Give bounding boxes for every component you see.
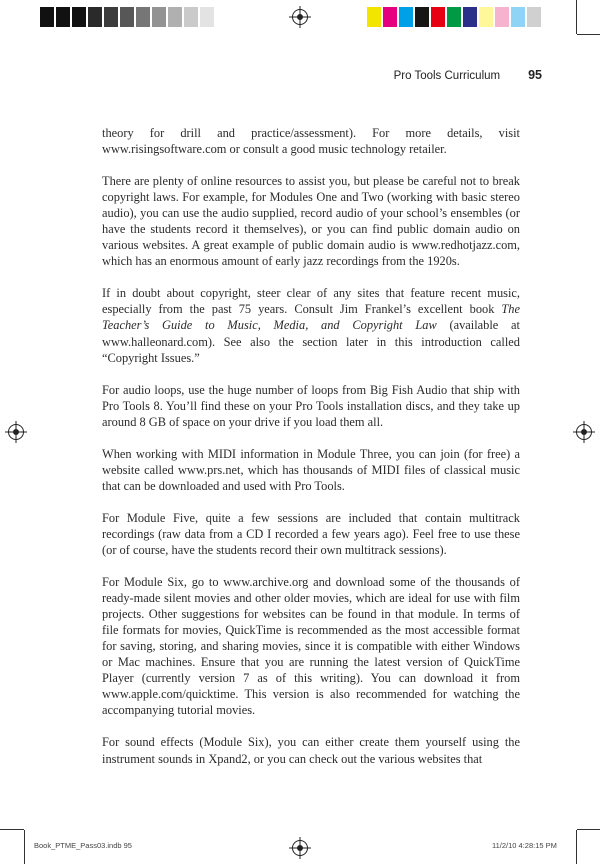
paragraph-5: When working with MIDI information in Module Three, you can join (for free) a website called www.prs.net, which has thousands of MIDI files of classical music that can be downloaded and used with Pro Tools. — [102, 446, 520, 493]
registration-mark-right-icon — [576, 424, 592, 440]
color-swatch — [40, 7, 54, 27]
color-swatch — [367, 7, 381, 27]
paragraph-4: For audio loops, use the huge number of loops from Big Fish Audio that ship with Pro Tools 8. You’ll find these on your Pro Tools installation discs, and they take up around 8 GB of space on your drive if you load them all. — [102, 382, 520, 429]
color-swatch — [184, 7, 198, 27]
paragraph-3-text-end: (available at www.halleonard.com). See also the section later in this introduction called “Copyright Issues.” — [102, 318, 520, 365]
color-swatch — [383, 7, 397, 27]
color-swatch — [72, 7, 86, 27]
crop-mark-bottom-left — [24, 830, 25, 864]
book-title: The Teacher’s Guide to Music, Media, and Copyright Law — [102, 302, 520, 333]
paragraph-1: theory for drill and practice/assessment). For more details, visit www.risingsoftware.com or consult a good music technology retailer. — [102, 126, 520, 157]
registration-mark-top-icon — [292, 9, 308, 25]
color-swatch — [168, 7, 182, 27]
running-title: Pro Tools Curriculum — [393, 70, 501, 82]
crop-mark-bottom-right — [576, 830, 577, 864]
crop-mark-top-right-h — [577, 34, 600, 35]
paragraph-6: For Module Five, quite a few sessions are included that contain multitrack recordings (raw data from a CD I recorded a few years ago). Feel free to use these (or of course, have the students record their own multitrack sessions). — [102, 510, 520, 557]
paragraph-3 — [102, 285, 520, 365]
color-swatch — [104, 7, 118, 27]
color-swatch — [479, 7, 493, 27]
grayscale-color-bar — [40, 7, 216, 27]
running-header — [394, 68, 542, 82]
color-swatch — [120, 7, 134, 27]
color-swatch — [527, 7, 541, 27]
color-swatch — [152, 7, 166, 27]
crop-mark-bottom-left-h — [0, 829, 24, 830]
color-swatch — [56, 7, 70, 27]
footer-timestamp: 11/2/10 4:28:15 PM — [492, 841, 557, 850]
color-swatch — [463, 7, 477, 27]
color-swatch — [431, 7, 445, 27]
color-swatch — [136, 7, 150, 27]
paragraph-2: There are plenty of online resources to assist you, but please be careful not to break copyright laws. For example, for Modules One and Two (working with basic stereo audio), you can use the audio supplied, record audio of your school’s ensembles (or have the students record it themselves), or you can find public domain audio on various websites. A great example of public domain audio is www.redhotjazz.com, which has an enormous amount of early jazz recordings from the 1920s. — [102, 174, 520, 269]
registration-mark-left-icon — [8, 424, 24, 440]
page-number: 95 — [528, 68, 542, 82]
color-swatch — [88, 7, 102, 27]
body-text — [102, 125, 520, 783]
paragraph-7: For Module Six, go to www.archive.org and download some of the thousands of ready-made silent movies and other older movies, which are ideal for use with film projects. Other suggestions for websites can be found in that module. In terms of file formats for movies, QuickTime is recommended as the most accessible format for saving, storing, and sharing movies, since it is compatible with either Windows or Mac machines. Ensure that you are running the latest version of QuickTime Player (currently version 7 as of this writing). You can download it from www.apple.com/quicktime. This version is also recommended for watching the accompanying tutorial movies. — [102, 575, 520, 718]
registration-mark-bottom-icon — [292, 840, 308, 856]
color-swatch — [399, 7, 413, 27]
footer-file-name: Book_PTME_Pass03.indb 95 — [34, 841, 132, 850]
color-swatch — [415, 7, 429, 27]
color-swatch — [200, 7, 214, 27]
color-swatch — [495, 7, 509, 27]
color-swatch — [511, 7, 525, 27]
paragraph-3-text: If in doubt about copyright, steer clear of any sites that feature recent music, especially from the past 75 years. Consult Jim Frankel’s excellent book — [102, 286, 520, 317]
paragraph-8: For sound effects (Module Six), you can either create them yourself using the instrument sounds in Xpand2, or you can check out the various websites that — [102, 735, 520, 766]
color-swatch — [447, 7, 461, 27]
process-color-bar — [367, 7, 543, 27]
crop-mark-top-right — [576, 0, 577, 34]
crop-mark-bottom-right-h — [577, 829, 600, 830]
